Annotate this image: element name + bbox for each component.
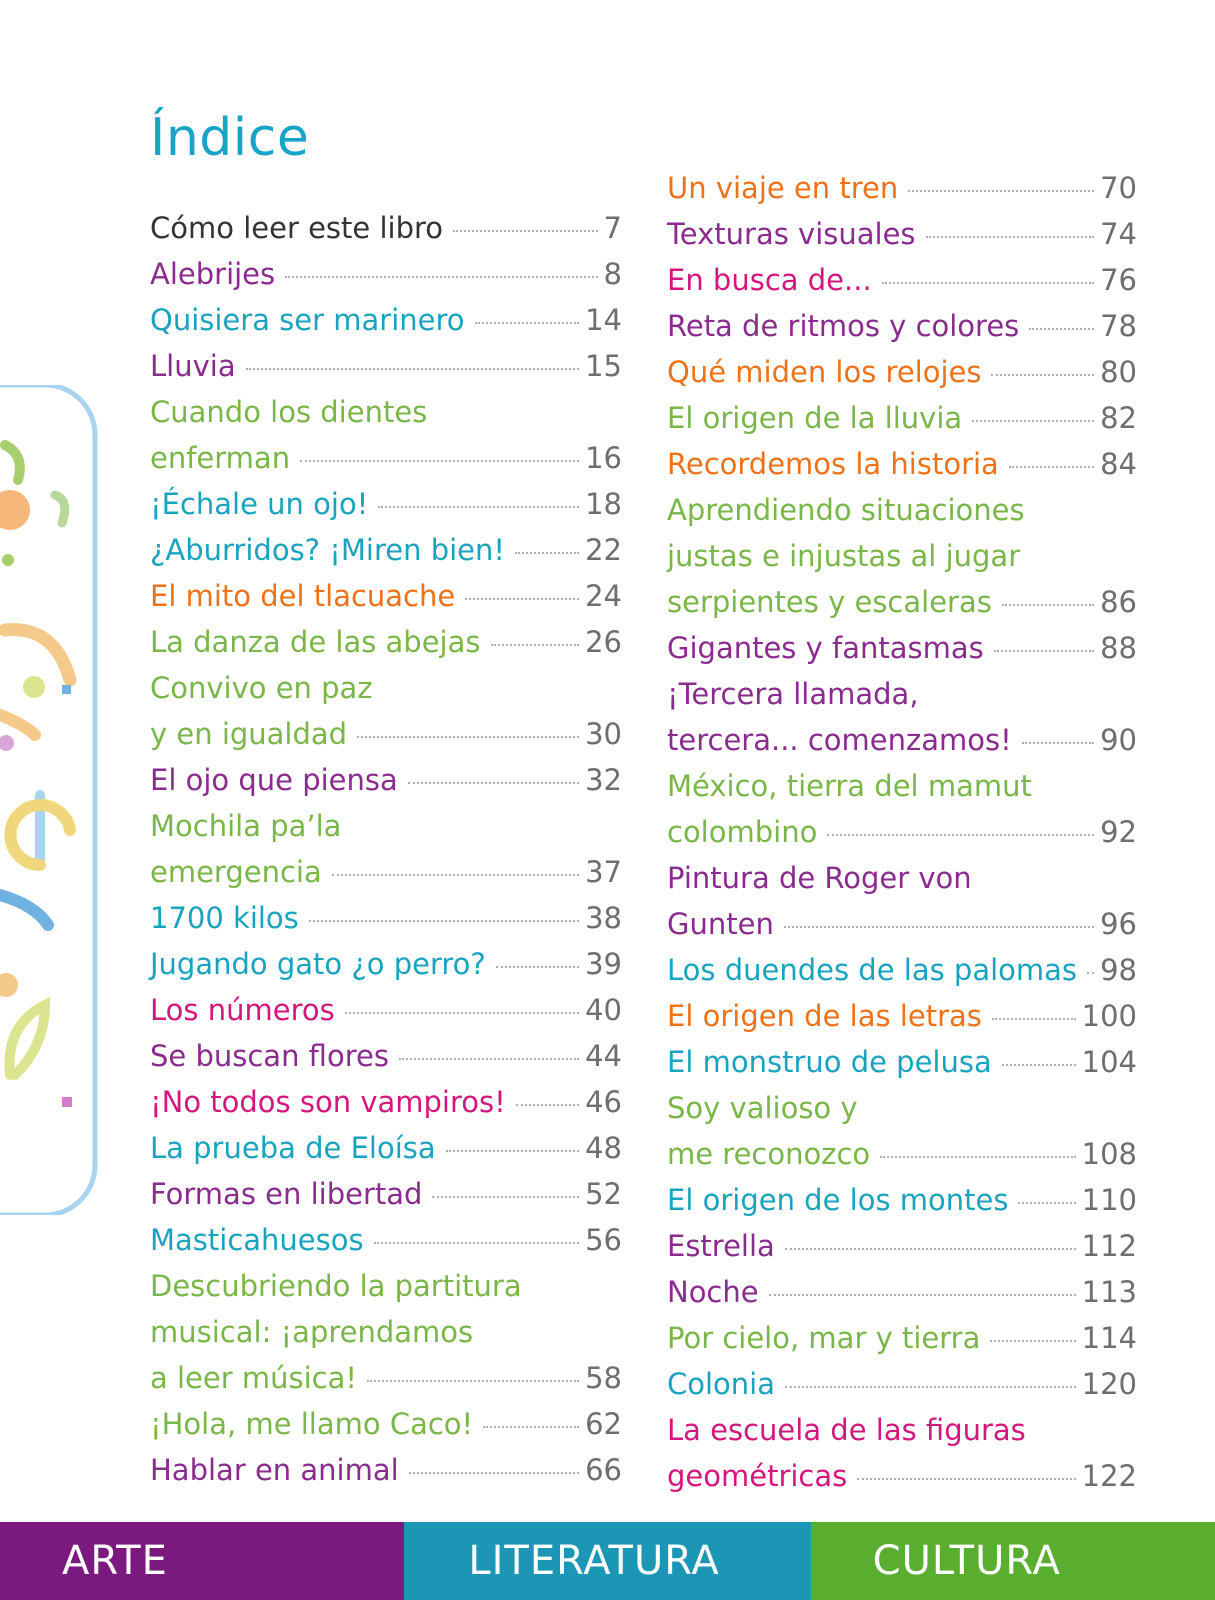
- toc-entry[interactable]: [667, 763, 1137, 855]
- toc-entry-page: 15: [585, 349, 622, 383]
- toc-entry[interactable]: [150, 481, 622, 527]
- footer-category-bar: [0, 1522, 1215, 1600]
- toc-entry-title: Se buscan flores: [150, 1039, 389, 1073]
- dot-leader: [827, 834, 1094, 836]
- toc-entry[interactable]: [150, 803, 622, 895]
- toc-entry-title-line: musical: ¡aprendamos: [150, 1315, 474, 1349]
- toc-entry-page: 44: [585, 1039, 622, 1073]
- dot-leader: [926, 236, 1095, 238]
- toc-entry[interactable]: [150, 297, 622, 343]
- toc-entry-title: Gunten: [667, 907, 774, 941]
- toc-entry-page: 98: [1100, 953, 1137, 987]
- toc-entry[interactable]: [667, 1269, 1137, 1315]
- dot-leader: [446, 1150, 579, 1152]
- toc-entry-page: 39: [585, 947, 622, 981]
- toc-entry-title: ¡Échale un ojo!: [150, 487, 369, 521]
- toc-entry-title-line: México, tierra del mamut: [667, 769, 1032, 803]
- toc-entry-title: ¿Aburridos? ¡Miren bien!: [150, 533, 506, 567]
- toc-entry-page: 96: [1100, 907, 1137, 941]
- toc-entry-page: 113: [1081, 1275, 1137, 1309]
- page-title: Índice: [150, 108, 310, 168]
- toc-entry-page: 76: [1100, 263, 1137, 297]
- toc-entry[interactable]: [150, 1079, 622, 1125]
- toc-entry-title: colombino: [667, 815, 818, 849]
- toc-entry-page: 114: [1081, 1321, 1137, 1355]
- toc-entry-title: enferman: [150, 441, 291, 475]
- toc-entry[interactable]: [150, 987, 622, 1033]
- toc-entry[interactable]: [150, 1401, 622, 1447]
- toc-entry-title: Un viaje en tren: [667, 171, 899, 205]
- toc-entry[interactable]: [667, 625, 1137, 671]
- toc-entry-page: 8: [603, 257, 622, 291]
- toc-entry-title: Por cielo, mar y tierra: [667, 1321, 981, 1355]
- toc-entry-page: 78: [1100, 309, 1137, 343]
- toc-entry-title: El origen de las letras: [667, 999, 982, 1033]
- dot-leader: [785, 1248, 1076, 1250]
- toc-entry[interactable]: [150, 619, 622, 665]
- toc-entry-page: 48: [585, 1131, 622, 1165]
- toc-entry-page: 70: [1100, 171, 1137, 205]
- dot-leader: [399, 1058, 579, 1060]
- dot-leader: [483, 1426, 579, 1428]
- toc-entry-page: 14: [585, 303, 622, 337]
- toc-entry-title-line: ¡Tercera llamada,: [667, 677, 919, 711]
- dot-leader: [332, 874, 579, 876]
- toc-entry-title: serpientes y escaleras: [667, 585, 992, 619]
- toc-entry-page: 86: [1100, 585, 1137, 619]
- toc-entry[interactable]: [667, 211, 1137, 257]
- toc-entry[interactable]: [667, 947, 1137, 993]
- toc-entry-page: 22: [585, 533, 622, 567]
- dot-leader: [408, 782, 579, 784]
- toc-entry-page: 40: [585, 993, 622, 1027]
- toc-entry[interactable]: [150, 1217, 622, 1263]
- footer-literatura: LITERATURA: [404, 1522, 810, 1600]
- toc-entry-title: ¡Hola, me llamo Caco!: [150, 1407, 474, 1441]
- dot-leader: [972, 420, 1094, 422]
- toc-entry-title: Texturas visuales: [667, 217, 916, 251]
- toc-entry[interactable]: [150, 205, 622, 251]
- toc-entry[interactable]: [150, 1171, 622, 1217]
- dot-leader: [1018, 1202, 1075, 1204]
- dot-leader: [409, 1472, 579, 1474]
- toc-entry[interactable]: [667, 487, 1137, 625]
- toc-entry-title-line: Aprendiendo situaciones: [667, 493, 1025, 527]
- dot-leader: [908, 190, 1094, 192]
- toc-entry-page: 100: [1081, 999, 1137, 1033]
- toc-entry[interactable]: [150, 251, 622, 297]
- toc-entry[interactable]: [667, 395, 1137, 441]
- dot-leader: [990, 1340, 1075, 1342]
- decorative-border: [0, 385, 110, 1215]
- toc-column-right: [667, 165, 1137, 1499]
- dot-leader: [367, 1380, 579, 1382]
- toc-entry[interactable]: [150, 895, 622, 941]
- toc-entry-page: 7: [603, 211, 622, 245]
- toc-entry-page: 30: [585, 717, 622, 751]
- dot-leader: [491, 644, 580, 646]
- toc-entry-title-line: Mochila pa’la: [150, 809, 342, 843]
- toc-entry[interactable]: [667, 1085, 1137, 1177]
- toc-entry[interactable]: [667, 1315, 1137, 1361]
- toc-entry-page: 120: [1081, 1367, 1137, 1401]
- dot-leader: [432, 1196, 579, 1198]
- dot-leader: [784, 926, 1094, 928]
- toc-entry-page: 112: [1081, 1229, 1137, 1263]
- toc-entry[interactable]: [150, 343, 622, 389]
- dot-leader: [515, 552, 579, 554]
- toc-entry-title: El mito del tlacuache: [150, 579, 456, 613]
- toc-entry[interactable]: [667, 1039, 1137, 1085]
- dot-leader: [991, 374, 1094, 376]
- dot-leader: [465, 598, 579, 600]
- toc-entry-title-line: Descubriendo la partitura: [150, 1269, 522, 1303]
- toc-entry-title-line: La escuela de las figuras: [667, 1413, 1026, 1447]
- toc-entry-title: Formas en libertad: [150, 1177, 423, 1211]
- toc-entry-title: Qué miden los relojes: [667, 355, 982, 389]
- dot-leader: [285, 276, 597, 278]
- toc-entry-title-line: Convivo en paz: [150, 671, 373, 705]
- toc-entry-title: Cómo leer este libro: [150, 211, 444, 245]
- toc-entry[interactable]: [150, 941, 622, 987]
- toc-entry-page: 92: [1100, 815, 1137, 849]
- dot-leader: [357, 736, 579, 738]
- toc-entry[interactable]: [150, 665, 622, 757]
- toc-entry-page: 108: [1081, 1137, 1137, 1171]
- toc-entry[interactable]: [667, 1361, 1137, 1407]
- toc-entry-title: El origen de la lluvia: [667, 401, 963, 435]
- toc-column-left: [150, 205, 622, 1493]
- toc-entry-page: 82: [1100, 401, 1137, 435]
- toc-entry[interactable]: [150, 1125, 622, 1171]
- toc-entry[interactable]: [150, 1447, 622, 1493]
- toc-entry-page: 104: [1081, 1045, 1137, 1079]
- toc-entry[interactable]: [667, 671, 1137, 763]
- dot-leader: [769, 1294, 1076, 1296]
- toc-entry-page: 52: [585, 1177, 622, 1211]
- toc-entry-page: 24: [585, 579, 622, 613]
- toc-entry-page: 88: [1100, 631, 1137, 665]
- toc-entry-title: Colonia: [667, 1367, 775, 1401]
- dot-leader: [309, 920, 579, 922]
- toc-entry[interactable]: [667, 349, 1137, 395]
- toc-entry-title: Quisiera ser marinero: [150, 303, 465, 337]
- toc-entry-page: 110: [1081, 1183, 1137, 1217]
- toc-entry-title: Los duendes de las palomas: [667, 953, 1078, 987]
- toc-entry-title: Alebrijes: [150, 257, 276, 291]
- toc-entry[interactable]: [150, 757, 622, 803]
- toc-entry-title: La danza de las abejas: [150, 625, 481, 659]
- toc-entry-title-line: Soy valioso y: [667, 1091, 858, 1125]
- dot-leader: [300, 460, 579, 462]
- toc-entry[interactable]: [150, 1263, 622, 1401]
- toc-entry-title: emergencia: [150, 855, 322, 889]
- toc-entry-title: El ojo que piensa: [150, 763, 398, 797]
- toc-entry[interactable]: [667, 303, 1137, 349]
- toc-entry-title: 1700 kilos: [150, 901, 299, 935]
- toc-entry-title: ¡No todos son vampiros!: [150, 1085, 506, 1119]
- dot-leader: [246, 368, 580, 370]
- dot-leader: [345, 1012, 579, 1014]
- toc-entry-title: geométricas: [667, 1459, 848, 1493]
- toc-entry-page: 90: [1100, 723, 1137, 757]
- toc-entry-title-line: justas e injustas al jugar: [667, 539, 1021, 573]
- toc-entry-title: Jugando gato ¿o perro?: [150, 947, 486, 981]
- dot-leader: [378, 506, 579, 508]
- toc-entry-page: 38: [585, 901, 622, 935]
- toc-entry-title: Masticahuesos: [150, 1223, 364, 1257]
- dot-leader: [475, 322, 580, 324]
- dot-leader: [516, 1104, 579, 1106]
- dot-leader: [785, 1386, 1076, 1388]
- toc-entry-title: El monstruo de pelusa: [667, 1045, 992, 1079]
- toc-entry-page: 62: [585, 1407, 622, 1441]
- toc-entry-title-line: Pintura de Roger von: [667, 861, 972, 895]
- toc-entry-page: 80: [1100, 355, 1137, 389]
- toc-entry-title: Reta de ritmos y colores: [667, 309, 1020, 343]
- toc-entry-title: Los números: [150, 993, 335, 1027]
- dot-leader: [882, 282, 1094, 284]
- toc-entry[interactable]: [667, 1223, 1137, 1269]
- toc-entry-title: Gigantes y fantasmas: [667, 631, 984, 665]
- toc-entry-page: 66: [585, 1453, 622, 1487]
- toc-entry[interactable]: [667, 855, 1137, 947]
- toc-entry-title: En busca de...: [667, 263, 872, 297]
- toc-entry-page: 37: [585, 855, 622, 889]
- dot-leader: [1087, 972, 1094, 974]
- toc-entry[interactable]: [667, 1407, 1137, 1499]
- dot-leader: [453, 230, 598, 232]
- toc-entry-title: Estrella: [667, 1229, 775, 1263]
- toc-entry-page: 26: [585, 625, 622, 659]
- dot-leader: [880, 1156, 1075, 1158]
- toc-entry-title: me reconozco: [667, 1137, 871, 1171]
- toc-entry[interactable]: [667, 165, 1137, 211]
- toc-entry-title: a leer música!: [150, 1361, 358, 1395]
- dot-leader: [992, 1018, 1076, 1020]
- toc-entry-title: El origen de los montes: [667, 1183, 1009, 1217]
- dot-leader: [496, 966, 579, 968]
- toc-entry-page: 32: [585, 763, 622, 797]
- toc-entry[interactable]: [150, 573, 622, 619]
- dot-leader: [1022, 742, 1094, 744]
- dot-leader: [1009, 466, 1094, 468]
- toc-entry[interactable]: [150, 1033, 622, 1079]
- toc-entry-title: La prueba de Eloísa: [150, 1131, 436, 1165]
- toc-entry[interactable]: [667, 1177, 1137, 1223]
- toc-entry-page: 46: [585, 1085, 622, 1119]
- dot-leader: [1002, 1064, 1076, 1066]
- footer-cultura: CULTURA: [811, 1522, 1215, 1600]
- toc-entry-title: Noche: [667, 1275, 759, 1309]
- toc-entry-title: Recordemos la historia: [667, 447, 999, 481]
- toc-entry-title: Hablar en animal: [150, 1453, 399, 1487]
- dot-leader: [857, 1478, 1075, 1480]
- toc-entry[interactable]: [667, 257, 1137, 303]
- toc-entry-page: 74: [1100, 217, 1137, 251]
- dot-leader: [1029, 328, 1094, 330]
- dot-leader: [374, 1242, 579, 1244]
- dot-leader: [994, 650, 1094, 652]
- dot-leader: [1002, 604, 1094, 606]
- toc-entry-title: Lluvia: [150, 349, 236, 383]
- toc-entry-page: 18: [585, 487, 622, 521]
- toc-entry-page: 84: [1100, 447, 1137, 481]
- toc-entry-page: 16: [585, 441, 622, 475]
- toc-entry-page: 58: [585, 1361, 622, 1395]
- toc-entry[interactable]: [150, 389, 622, 481]
- toc-entry-page: 122: [1081, 1459, 1137, 1493]
- toc-entry[interactable]: [667, 441, 1137, 487]
- toc-entry[interactable]: [667, 993, 1137, 1039]
- footer-arte: ARTE: [0, 1522, 404, 1600]
- toc-entry-title: tercera... comenzamos!: [667, 723, 1012, 757]
- toc-entry-page: 56: [585, 1223, 622, 1257]
- toc-entry-title-line: Cuando los dientes: [150, 395, 428, 429]
- toc-entry[interactable]: [150, 527, 622, 573]
- toc-entry-title: y en igualdad: [150, 717, 348, 751]
